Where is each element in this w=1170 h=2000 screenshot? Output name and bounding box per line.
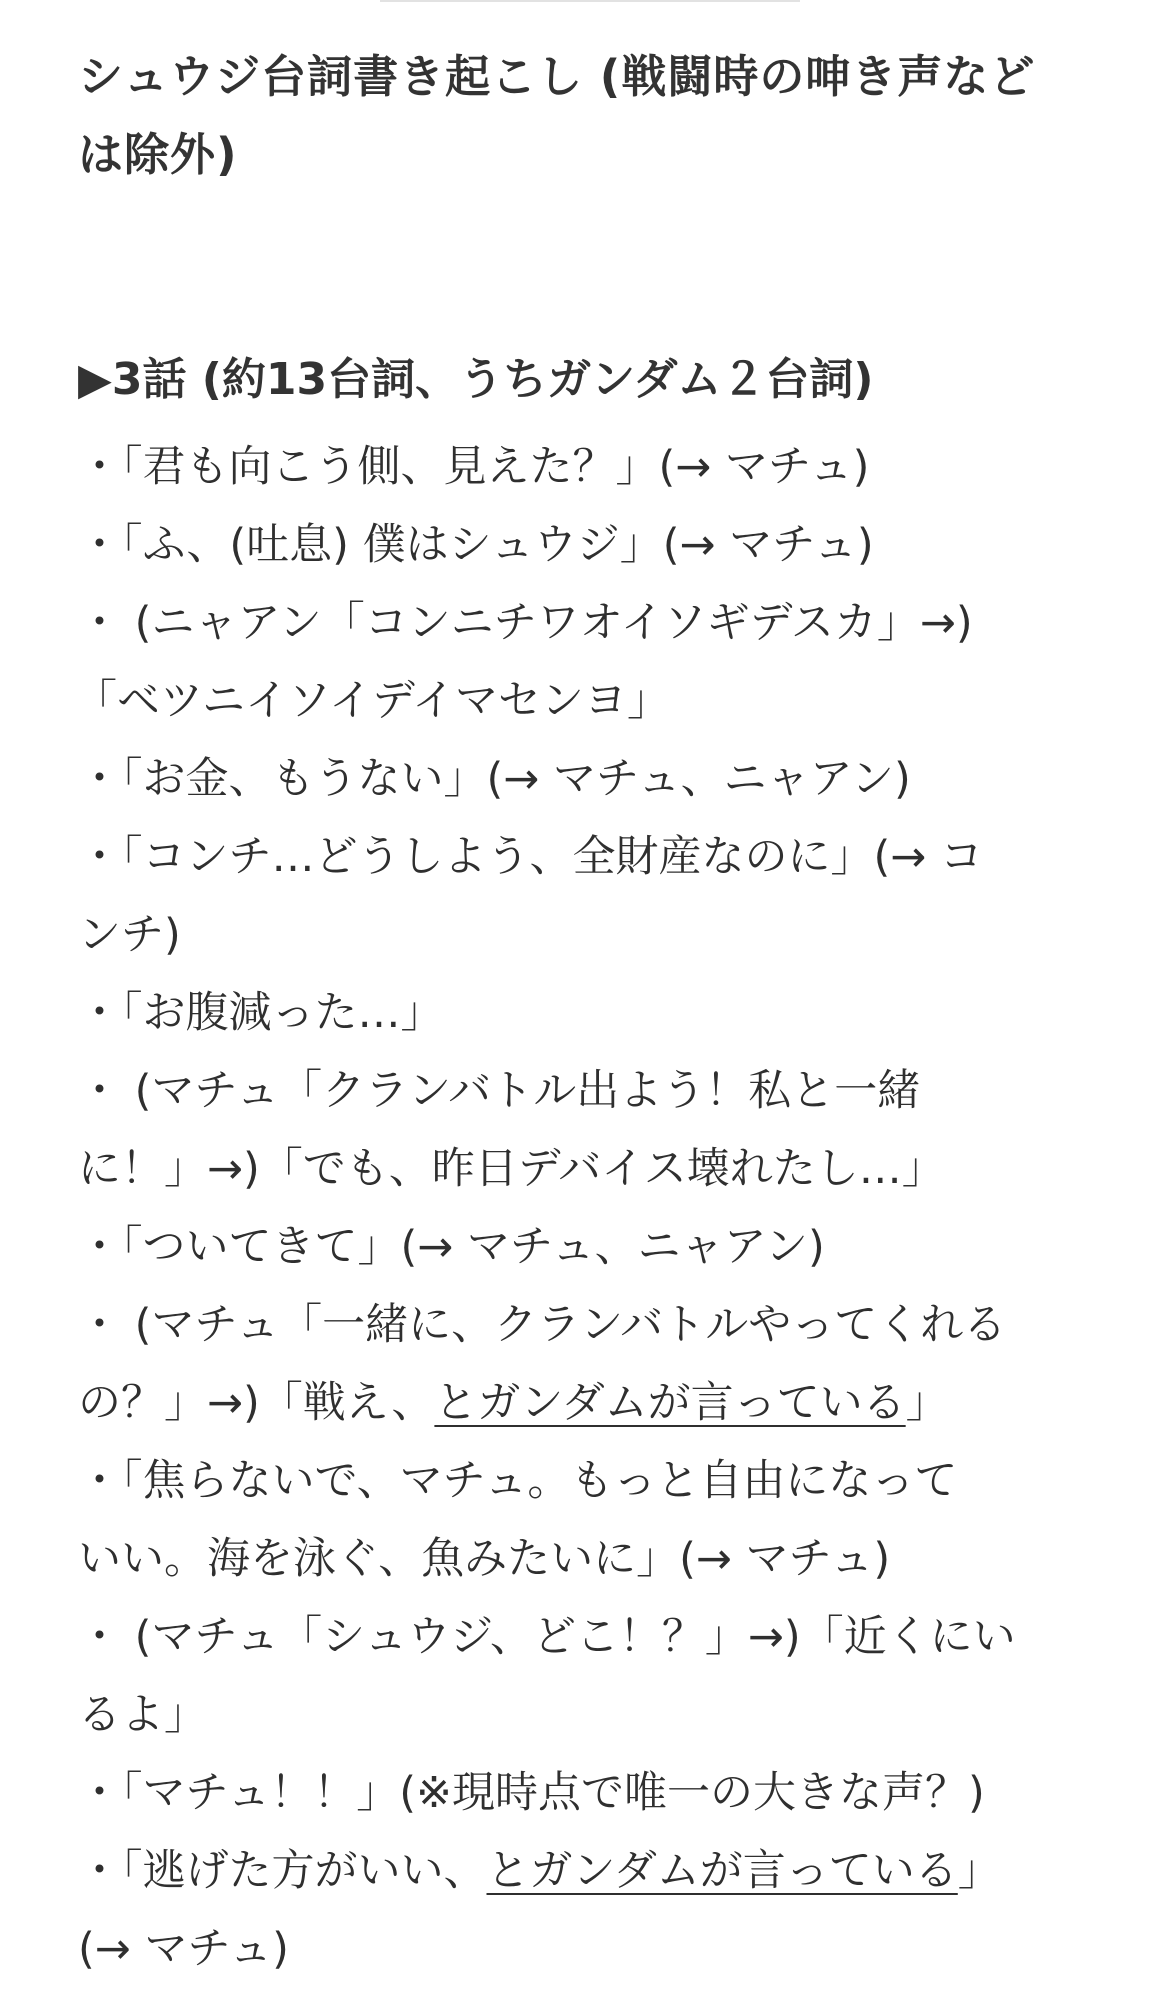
- dialogue-line-13: [78, 1832, 1098, 1910]
- title-line-1: シュウジ台詞書き起こし (戦闘時の呻き声など: [78, 50, 1036, 103]
- dialogue-line-2: ・「ふ、(吐息) 僕はシュウジ」(→ マチュ): [78, 520, 874, 570]
- dialogue-line-1: ・「君も向こう側、見えた？」(→ マチュ): [78, 442, 870, 492]
- dialogue-line-3: ・ (ニャアン「コンニチワオイソギデスカ」→): [78, 598, 973, 648]
- line-text: ・「逃げた方がいい、: [78, 1846, 487, 1896]
- dialogue-line-11-continued: るよ」: [78, 1690, 207, 1740]
- cropped-top-line: [380, 0, 800, 2]
- line-text-end: 」: [957, 1846, 1001, 1896]
- dialogue-line-10-continued: いい。海を泳ぐ、魚みたいに」(→ マチュ): [78, 1534, 891, 1584]
- dialogue-line-13-continued: (→ マチュ): [78, 1924, 289, 1974]
- dialogue-line-4: ・「お金、もうない」(→ マチュ、ニャアン): [78, 754, 911, 804]
- dialogue-line-9: ・ (マチュ「一緒に、クランバトルやってくれる: [78, 1300, 1007, 1350]
- line-text: の？」→)「戦え、: [78, 1378, 435, 1428]
- dialogue-line-8: ・「ついてきて」(→ マチュ、ニャアン): [78, 1222, 825, 1272]
- dialogue-line-11: ・ (マチュ「シュウジ、どこ！？」→)「近くにい: [78, 1612, 1016, 1662]
- underlined-text: とガンダムが言っている: [434, 1378, 906, 1428]
- dialogue-line-10: ・「焦らないで、マチュ。もっと自由になって: [78, 1456, 958, 1506]
- underlined-text: とガンダムが言っている: [486, 1846, 958, 1896]
- line-text-end: 」: [905, 1378, 949, 1428]
- dialogue-line-5-continued: ンチ): [78, 910, 181, 960]
- document-title: [78, 38, 1078, 194]
- dialogue-line-5: ・「コンチ…どうしよう、全財産なのに」(→ コ: [78, 832, 983, 882]
- dialogue-line-6: ・「お腹減った…」: [78, 988, 444, 1038]
- dialogue-line-12: ・「マチュ！！」(※現時点で唯一の大きな声？): [78, 1768, 985, 1818]
- dialogue-line-7-continued: に！」→)「でも、昨日デバイス壊れたし…」: [78, 1144, 945, 1194]
- title-line-2: は除外): [78, 128, 238, 181]
- dialogue-list: [74, 428, 1098, 1988]
- dialogue-line-3-continued: 「ベツニイソイデイマセンヨ」: [74, 676, 670, 726]
- dialogue-line-7: ・ (マチュ「クランバトル出よう！私と一緒: [78, 1066, 921, 1116]
- dialogue-line-9-continued: [78, 1364, 1098, 1442]
- episode-heading: ▶3話 (約13台詞、うちガンダム２台詞): [78, 354, 874, 405]
